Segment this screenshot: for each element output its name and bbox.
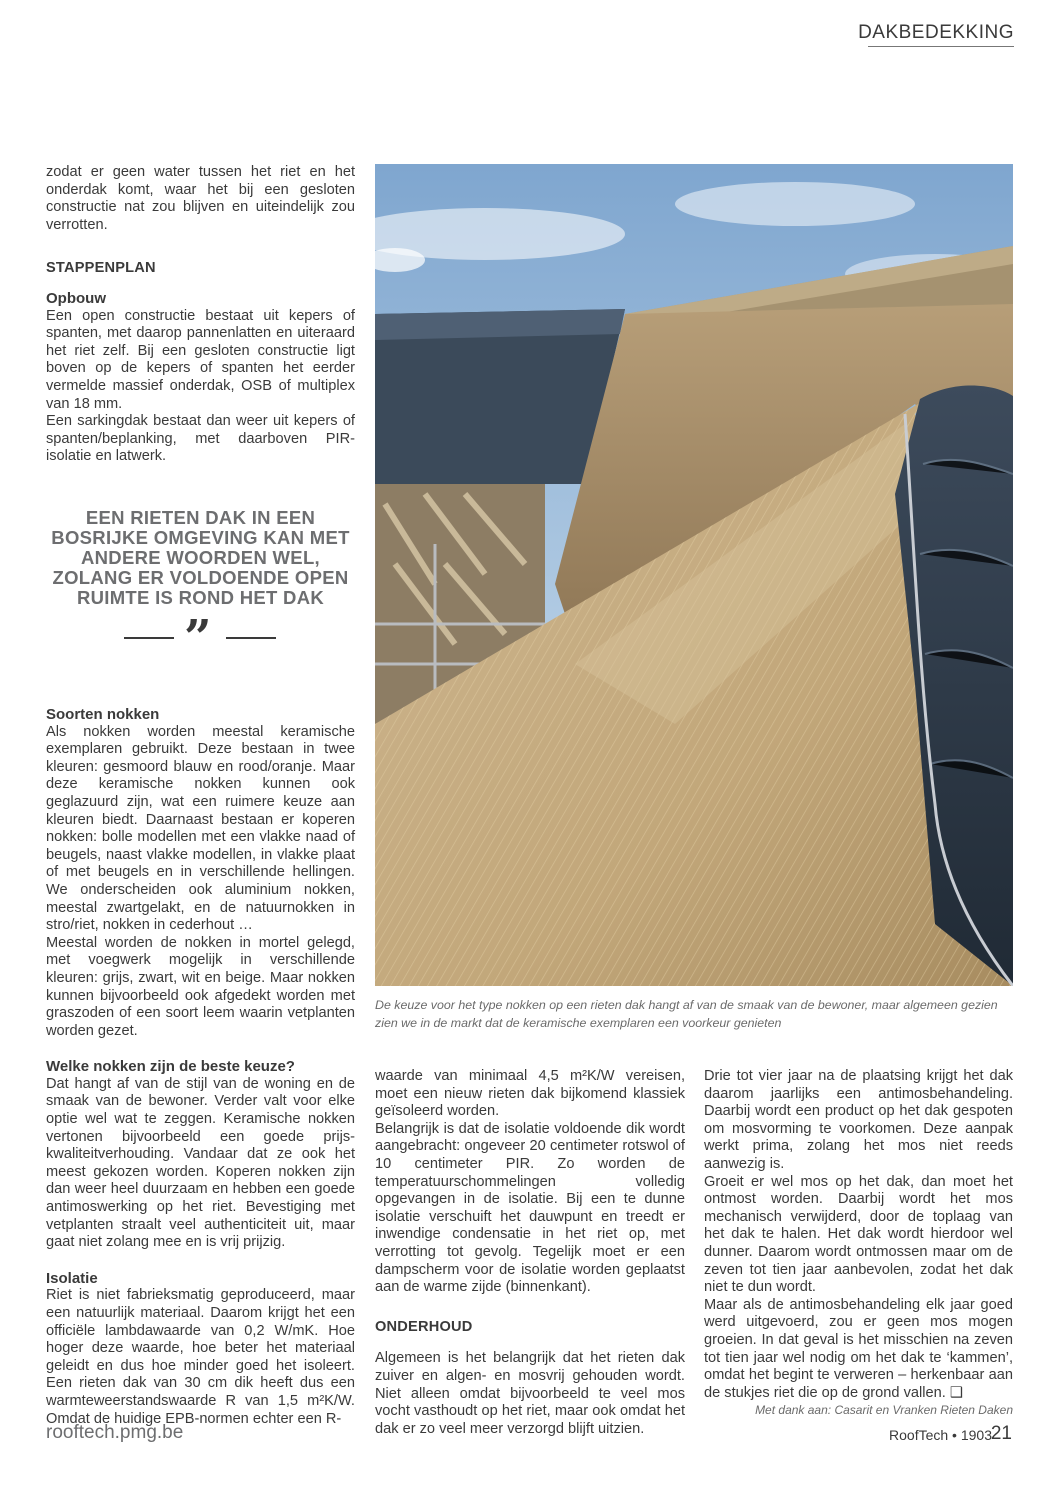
subheading-soorten-nokken: Soorten nokken [46, 706, 160, 723]
footer-magazine: RoofTech • 1903 [889, 1427, 992, 1443]
pull-quote: EEN RIETEN DAK IN EEN BOSRIJKE OMGEVING KAN MET ANDERE WOORDEN WEL, ZOLANG ER VOLDOENDE OPEN RUIMTE IS ROND HET DAK [51, 507, 350, 608]
paragraph-kammen [704, 1297, 1013, 1403]
paragraph-isolatie-dikte: Belangrijk is dat de isolatie voldoende dik wordt aangebracht: ongeveer 20 centimeter rotswol of 10 centimeter PIR. Zo worden de temperatuurschommelingen volledig opgevangen in de isolatie. Bij een te dunne isolatie verschuift het dauwpunt en treedt er inwendige condensatie in het riet op, met verrotting tot gevolg. Tegelijk moet er een dampscherm voor de isolatie worden geplaatst aan de warme zijde (binnenkant). [375, 1120, 685, 1296]
section-label: DAKBEDEKKING [858, 22, 1014, 43]
quote-rule-right [226, 637, 276, 639]
subheading-isolatie: Isolatie [46, 1269, 98, 1287]
end-mark-icon: ❑ [949, 1384, 963, 1401]
paragraph-onderhoud: Algemeen is het belangrijk dat het rieten dak zuiver en algen- en mosvrij gehouden wordt. Niet alleen omdat bijvoorbeeld te veel mos vocht vasthoudt op het riet, maar ook omdat het dak er zo veel meer verzorgd blijft uitzien. [375, 1350, 685, 1437]
paragraph-sarkingdak: Een sarkingdak bestaat dan weer uit kepers of spanten/beplanking, met daarboven PIR-isolatie en latwerk. [46, 413, 355, 465]
page-number: 21 [990, 1423, 1012, 1444]
middle-column [375, 1068, 685, 1438]
paragraph-ontmossen: Groeit er wel mos op het dak, dan moet het ontmost worden. Daarbij wordt het mos mechanisch verwijderd, door de toplaag van het dak te halen. Het dak wordt hierdoor wel dunner. Daarom wordt ontmossen maar om de zeven tot tien jaar aanbevolen, zodat het dak niet te dun wordt. [704, 1173, 1013, 1296]
heading-onderhoud: ONDERHOUD [375, 1318, 473, 1335]
paragraph-antimos: Drie tot vier jaar na de plaatsing krijgt het dak daarom jaarlijks een antimosbehandeling. Daarbij wordt een product op het dak gespoten om mosvorming te voorkomen. Deze aanpak werkt prima, zolang het mos niet reeds aanwezig is. [704, 1068, 1013, 1172]
quote-mark-icon [124, 610, 276, 666]
photo-illustration [375, 164, 1013, 986]
quote-rule-left [124, 637, 174, 639]
subheading-beste-keuze: Welke nokken zijn de beste keuze? [46, 1058, 295, 1076]
intro-paragraph: zodat er geen water tussen het riet en het onderdak komt, waar het bij een gesloten constructie nat zou blijven en uiteindelijk zou verrotten. [46, 164, 355, 233]
paragraph-opbouw: Een open constructie bestaat uit kepers of spanten, met daarop pannenlatten en uiteraard het riet zelf. Bij een gesloten constructie ligt boven op de kepers of spanten het eerder vermelde massief onderdak, OSB of multiplex van 18 mm. [46, 307, 355, 412]
paragraph-kammen-text: Maar als de antimosbehandeling elk jaar goed werd uitgevoerd, zou er geen mos mogen groeien. In dat geval is het misschien na zeven tot tien jaar wel nodig om het dak te ‘kammen’, omdat het begint te verweren – herkenbaar aan de stukjes riet die op de grond vallen. [704, 1296, 1013, 1401]
heading-stappenplan: STAPPENPLAN [46, 260, 156, 277]
paragraph-isolatie: Riet is niet fabrieksmatig geproduceerd, maar een natuurlijk materiaal. Daarom krijgt het een officiële lambdawaarde van 0,2 W/mK. Hoe hoger deze waarde, hoe beter het materiaal geleidt en dus hoe minder goed het isoleert. Een rieten dak van 30 cm dik heeft dus een warmteweerstandswaarde R van 1,5 m²K/W. Omdat de huidige EPB-normen echter een R- [46, 1287, 355, 1427]
thatched-roof-photo [375, 164, 1013, 986]
photo-caption: De keuze voor het type nokken op een rieten dak hangt af van de smaak van de bewoner, maar algemeen gezien zien we in de markt dat de keramische exemplaren een voorkeur genieten [375, 998, 998, 1030]
quote-glyph: ” [184, 610, 212, 666]
right-column [704, 1068, 1013, 1402]
section-rule [868, 46, 1014, 47]
paragraph-beste-keuze: Dat hangt af van de stijl van de woning en de smaak van de bewoner. Verder valt voor elke optie wel wat te zeggen. Keramische nokken vertonen bijvoorbeeld een goede prijs-kwaliteitverhouding. Vandaar dat ze ook het meest gekozen worden. Koperen nokken zijn dan weer heel duurzaam en hebben een goede antimoswerking op het riet. Bevestiging met vetplanten straalt veel authenticiteit uit, maar gaat niet zolang mee en is vrij prijzig. [46, 1075, 355, 1251]
paragraph-nokken-types: Als nokken worden meestal keramische exemplaren gebruikt. Deze bestaan in twee kleuren: gesmoord blauw en rood/oranje. Maar deze keramische nokken kunnen ook geglazuurd zijn, wat een ruimere keuze aan kleuren biedt. Daarnaast bestaan er koperen nokken: bolle modellen met een vlakke naad of beugels, naast vlakke modellen, in vlakke plaat of met beugels en in verschillende hellingen. We onderscheiden ook aluminium nokken, meestal zwartgelakt, en de natuurnokken in stro/riet, nokken in cederhout … [46, 723, 355, 934]
subheading-opbouw: Opbouw [46, 289, 106, 307]
left-column-top [46, 164, 355, 466]
paragraph-epb: waarde van minimaal 4,5 m²K/W vereisen, moet een nieuw rieten dak bijkomend klassiek geïsoleerd worden. [375, 1068, 685, 1120]
credit-line: Met dank aan: Casarit en Vranken Rieten Daken [755, 1403, 1013, 1417]
footer-url: rooftech.pmg.be [46, 1422, 184, 1443]
paragraph-mortel: Meestal worden de nokken in mortel gelegd, met voegwerk mogelijk in verschillende kleuren: grijs, zwart, wit en beige. Maar nokken kunnen bijvoorbeeld ook afgedekt worden met graszoden of een soort leem waarin vetplanten worden gezet. [46, 934, 355, 1039]
left-column-bottom [46, 706, 355, 1428]
